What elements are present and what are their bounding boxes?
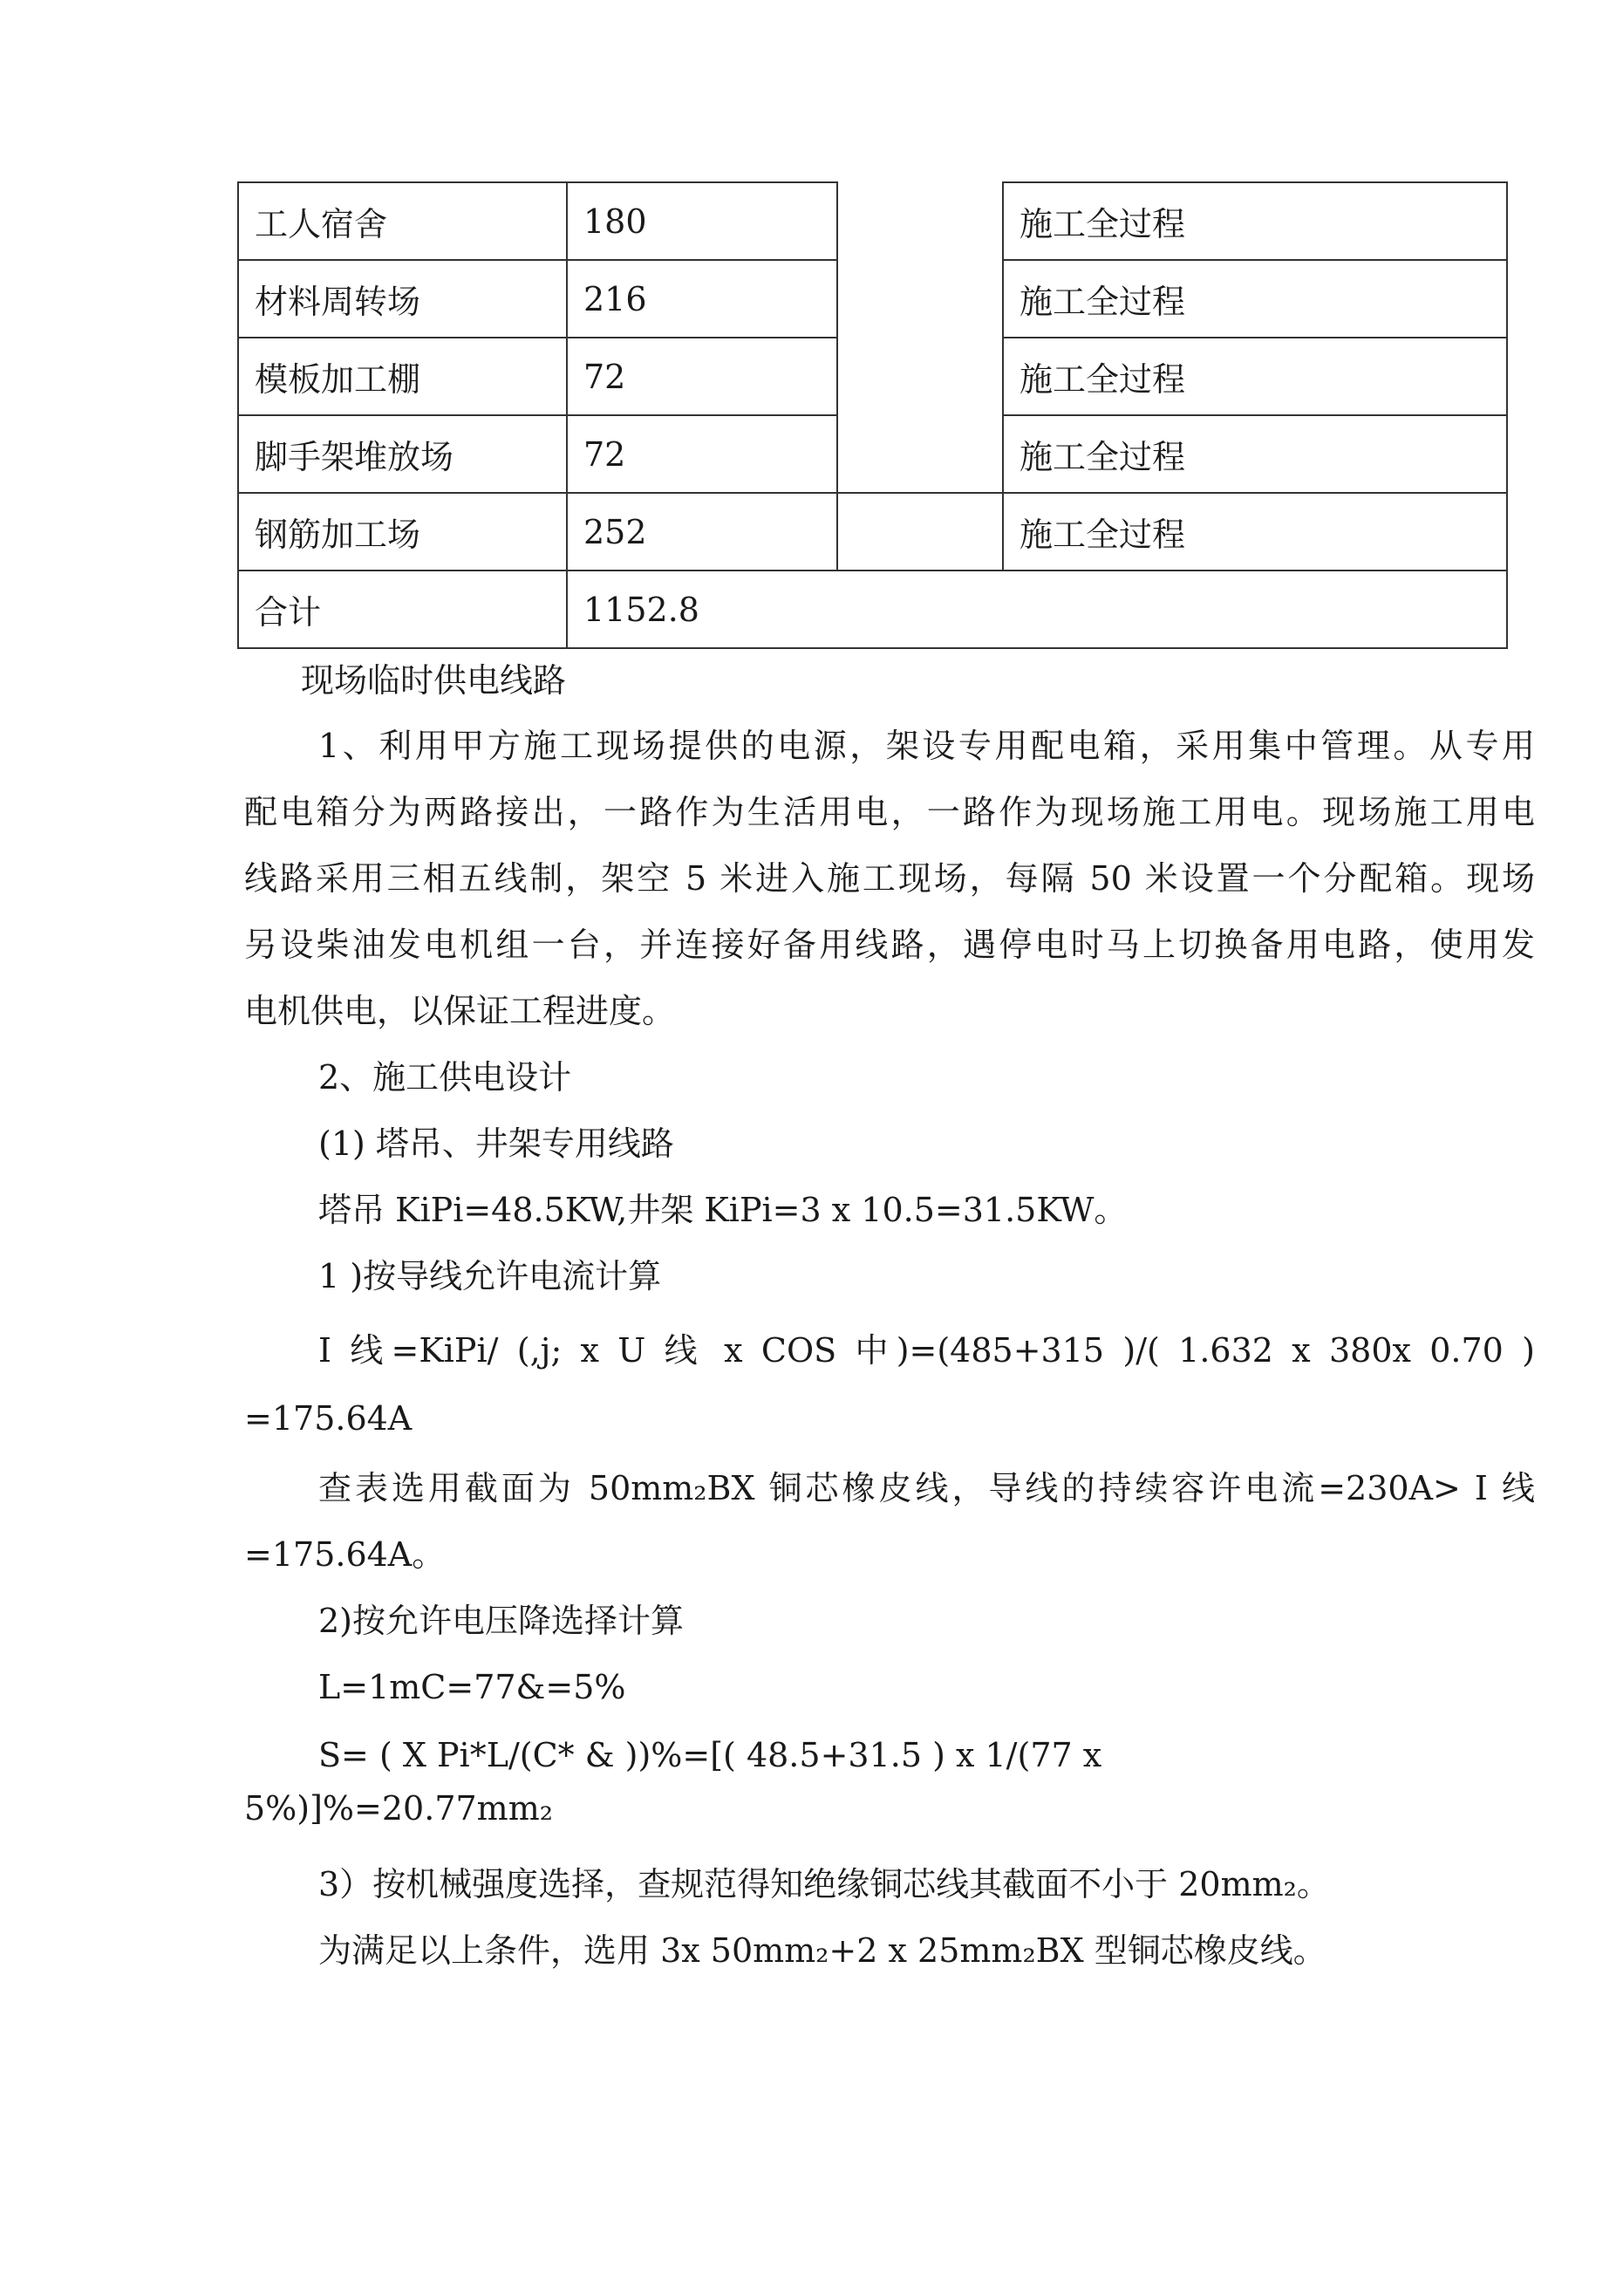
paragraph-line: 配电箱分为两路接出，一路作为生活用电，一路作为现场施工用电。现场施工用电 — [244, 793, 1535, 831]
calc2-formula: S= ( X Pi*L/(C* & ))%=[( 48.5+31.5 ) x 1/(77 x — [318, 1736, 1102, 1774]
table-total-row — [238, 571, 1507, 648]
total-value-cell: 1152.8 — [567, 571, 1507, 648]
calc3-statement: 3）按机械强度选择，查规范得知绝缘铜芯线其截面不小于 20mm₂。 — [318, 1865, 1330, 1903]
section-subheading: 2、施工供电设计 — [318, 1058, 572, 1097]
paragraph-line: 电机供电，以保证工程进度。 — [244, 992, 676, 1030]
facility-name-cell: 工人宿舍 — [238, 182, 567, 260]
paragraph-line: 线路采用三相五线制，架空 5 米进入施工现场，每隔 50 米设置一个分配箱。现场 — [244, 859, 1535, 898]
facility-extra-cell — [837, 182, 1003, 260]
facility-extra-cell — [837, 260, 1003, 338]
calc2-title: 2)按允许电压降选择计算 — [318, 1602, 685, 1640]
table-row — [238, 493, 1507, 571]
paragraph-line: 另设柴油发电机组一台，并连接好备用线路，遇停电时马上切换备用电路，使用发 — [244, 926, 1535, 964]
conclusion-statement: 为满足以上条件，选用 3x 50mm₂+2 x 25mm₂BX 型铜芯橡皮线。 — [318, 1931, 1326, 1970]
facility-extra-cell — [837, 338, 1003, 415]
table-row — [238, 182, 1507, 260]
table-row — [238, 338, 1507, 415]
facility-name-cell: 模板加工棚 — [238, 338, 567, 415]
facility-name-cell: 材料周转场 — [238, 260, 567, 338]
facility-area-table — [237, 181, 1508, 649]
facility-name-cell: 钢筋加工场 — [238, 493, 567, 571]
table-lookup-line: 查表选用截面为 50mm₂BX 铜芯橡皮线，导线的持续容许电流=230A> I 线 — [318, 1469, 1535, 1507]
facility-period-cell: 施工全过程 — [1003, 493, 1507, 571]
facility-area-cell: 216 — [567, 260, 837, 338]
facility-period-cell: 施工全过程 — [1003, 182, 1507, 260]
calc2-result: 5%)]%=20.77mm₂ — [244, 1789, 553, 1828]
section-heading: 现场临时供电线路 — [301, 661, 567, 700]
facility-period-cell: 施工全过程 — [1003, 260, 1507, 338]
facility-area-cell: 72 — [567, 338, 837, 415]
table-row — [238, 260, 1507, 338]
calc1-formula: I 线=KiPi/ (,j; x U 线 x COS 中)=(485+315 )/( 1.632 x 380x 0.70 ) — [318, 1331, 1535, 1370]
calc1-result: =175.64A — [244, 1399, 413, 1438]
facility-extra-cell — [837, 493, 1003, 571]
subsection-heading: (1) 塔吊、井架专用线路 — [318, 1124, 674, 1163]
table-row — [238, 415, 1507, 493]
paragraph-line: 1、利用甲方施工现场提供的电源，架设专用配电箱，采用集中管理。从专用 — [318, 727, 1535, 765]
calc1-title: 1 )按导线允许电流计算 — [318, 1257, 662, 1295]
facility-extra-cell — [837, 415, 1003, 493]
total-label-cell: 合计 — [238, 571, 567, 648]
table-lookup-result: =175.64A。 — [244, 1535, 446, 1574]
facility-name-cell: 脚手架堆放场 — [238, 415, 567, 493]
load-statement: 塔吊 KiPi=48.5KW,井架 KiPi=3 x 10.5=31.5KW。 — [318, 1191, 1128, 1229]
facility-period-cell: 施工全过程 — [1003, 415, 1507, 493]
facility-area-cell: 72 — [567, 415, 837, 493]
facility-area-cell: 252 — [567, 493, 837, 571]
facility-area-cell: 180 — [567, 182, 837, 260]
facility-period-cell: 施工全过程 — [1003, 338, 1507, 415]
calc2-params: L=1mC=77&=5% — [318, 1668, 626, 1706]
